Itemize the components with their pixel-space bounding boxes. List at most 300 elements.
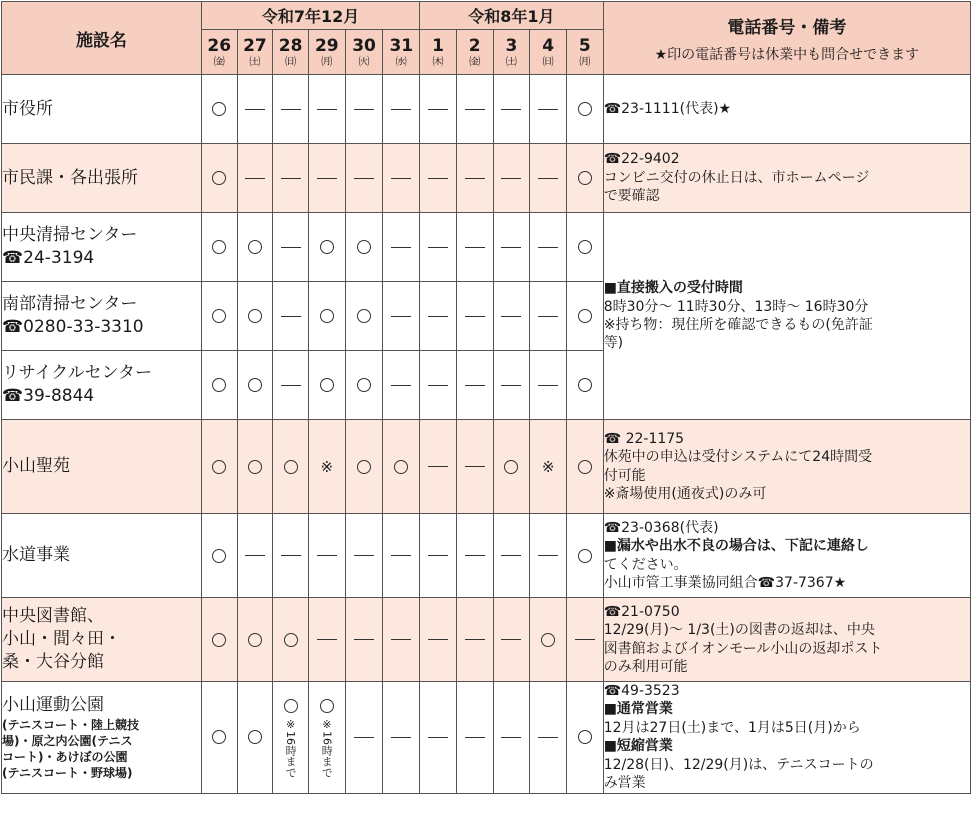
- status-cell: [383, 420, 420, 514]
- remarks-line: 12月は27日(土)まで、1月は5日(月)から: [603, 719, 861, 736]
- status-cell: [273, 144, 309, 213]
- open-mark: [578, 240, 592, 254]
- closed-mark: [465, 178, 485, 179]
- status-cell: [420, 420, 457, 514]
- facility-name-line: ☎39-8844: [2, 386, 95, 406]
- status-cell: [237, 282, 273, 351]
- closed-mark: [575, 639, 595, 640]
- status-cell: [456, 514, 493, 598]
- closed-mark: [391, 639, 411, 640]
- status-cell: [273, 682, 309, 794]
- facility-name-cell: [2, 420, 202, 514]
- status-cell: [456, 682, 493, 794]
- remarks-line: ※斎場使用(通夜式)のみ可: [603, 485, 767, 502]
- closed-mark: [501, 247, 521, 248]
- day-header-3: [493, 30, 530, 75]
- status-cell: [201, 144, 237, 213]
- day-header-4: [530, 30, 567, 75]
- day-header-29: [308, 30, 345, 75]
- hours-note: ※16時まで: [320, 718, 334, 779]
- closed-mark: [465, 316, 485, 317]
- shared-remarks-cell: [603, 213, 970, 420]
- status-cell: [308, 351, 345, 420]
- day-number: 27: [243, 35, 267, 56]
- closed-mark: [538, 555, 558, 556]
- status-cell: [273, 213, 309, 282]
- status-cell: [530, 420, 567, 514]
- status-cell: [383, 75, 420, 144]
- status-cell: [383, 682, 420, 794]
- closed-mark: [281, 316, 301, 317]
- status-cell: [201, 514, 237, 598]
- open-mark: [284, 699, 298, 713]
- closed-mark: [317, 178, 337, 179]
- closed-mark: [354, 555, 374, 556]
- open-mark: [248, 378, 262, 392]
- status-cell: [493, 598, 530, 682]
- status-cell: [530, 213, 567, 282]
- status-cell: [308, 144, 345, 213]
- status-cell: [308, 514, 345, 598]
- facility-name-cell: [2, 598, 202, 682]
- remarks-line: ☎ 22-1175: [603, 430, 685, 447]
- status-cell: [493, 282, 530, 351]
- open-mark: [248, 460, 262, 474]
- open-mark: [578, 549, 592, 563]
- closed-mark: [391, 178, 411, 179]
- status-cell: [566, 144, 603, 213]
- open-mark: [212, 309, 226, 323]
- closed-mark: [501, 316, 521, 317]
- closed-mark: [428, 639, 448, 640]
- status-cell: [273, 420, 309, 514]
- facility-name-line: 小山聖苑: [2, 456, 70, 477]
- day-number: 26: [207, 35, 232, 56]
- open-mark: [357, 309, 371, 323]
- closed-mark: [428, 178, 448, 179]
- closed-mark: [354, 639, 374, 640]
- remarks-line: ☎23-0368(代表): [603, 519, 719, 536]
- facility-name-line: リサイクルセンター: [2, 363, 152, 384]
- closed-mark: [501, 109, 521, 110]
- closed-mark: [354, 109, 374, 110]
- status-cell: [308, 682, 345, 794]
- table-row: [2, 598, 971, 682]
- open-mark: [212, 378, 226, 392]
- day-header-1: [420, 30, 457, 75]
- remarks-note: ★印の電話番号は休業中も問合せできます: [654, 46, 920, 63]
- day-of-week: ㈬: [395, 54, 407, 68]
- limited-mark: ※: [320, 457, 334, 476]
- facility-name-cell: [2, 213, 202, 282]
- open-mark: [320, 699, 334, 713]
- status-cell: [237, 598, 273, 682]
- status-cell: [345, 351, 383, 420]
- closed-mark: [538, 178, 558, 179]
- status-cell: [530, 351, 567, 420]
- status-cell: [237, 213, 273, 282]
- status-cell: [530, 282, 567, 351]
- day-number: 3: [505, 35, 518, 56]
- remarks-line: ■漏水や出水不良の場合は、下記に連絡し: [603, 538, 869, 555]
- closed-mark: [391, 555, 411, 556]
- status-cell: [345, 75, 383, 144]
- facility-name-line: 南部清掃センター: [2, 294, 138, 315]
- closed-mark: [428, 737, 448, 738]
- day-of-week: ㈰: [285, 54, 297, 68]
- status-cell: [273, 598, 309, 682]
- day-number: 28: [278, 35, 303, 56]
- closed-mark: [281, 109, 301, 110]
- status-cell: [530, 598, 567, 682]
- open-mark: [394, 460, 408, 474]
- closed-mark: [428, 385, 448, 386]
- facility-name-line: 中央図書館、: [2, 606, 104, 627]
- status-cell: [493, 75, 530, 144]
- table-row: [2, 682, 971, 794]
- closed-mark: [354, 737, 374, 738]
- facility-name-cell: [2, 282, 202, 351]
- remarks-cell: [603, 75, 970, 144]
- closed-mark: [428, 466, 448, 467]
- closed-mark: [465, 109, 485, 110]
- status-cell: [308, 598, 345, 682]
- status-cell: [345, 598, 383, 682]
- month-header-december: 令和7年12月: [201, 2, 419, 30]
- open-mark: [212, 633, 226, 647]
- remarks-line: み営業: [603, 775, 646, 792]
- open-mark: [320, 378, 334, 392]
- status-cell: [383, 351, 420, 420]
- remarks-cell: [603, 514, 970, 598]
- status-cell: [201, 420, 237, 514]
- open-mark: [578, 309, 592, 323]
- closed-mark: [354, 178, 374, 179]
- closed-mark: [501, 178, 521, 179]
- status-cell: [420, 75, 457, 144]
- status-cell: [456, 420, 493, 514]
- status-cell: [530, 75, 567, 144]
- day-number: 2: [468, 35, 481, 56]
- closed-mark: [428, 555, 448, 556]
- closed-mark: [465, 555, 485, 556]
- closed-mark: [501, 385, 521, 386]
- status-cell: [345, 514, 383, 598]
- remarks-cell: [603, 420, 970, 514]
- remarks-line: ■直接搬入の受付時間: [603, 280, 743, 297]
- status-cell: [308, 420, 345, 514]
- day-number: 29: [314, 35, 339, 56]
- status-cell: [420, 514, 457, 598]
- table-row: [2, 213, 971, 282]
- closed-mark: [428, 109, 448, 110]
- table-row: [2, 75, 971, 144]
- closed-mark: [501, 555, 521, 556]
- closed-mark: [391, 316, 411, 317]
- status-cell: [420, 213, 457, 282]
- month-header-january: 令和8年1月: [420, 2, 604, 30]
- day-of-week: ㈯: [505, 54, 517, 68]
- open-mark: [212, 730, 226, 744]
- status-cell: [201, 213, 237, 282]
- open-mark: [248, 240, 262, 254]
- open-mark: [212, 549, 226, 563]
- open-mark: [541, 633, 555, 647]
- status-cell: [493, 514, 530, 598]
- status-cell: [420, 598, 457, 682]
- facility-name-line: 中央清掃センター: [2, 225, 138, 246]
- open-mark: [248, 309, 262, 323]
- status-cell: [456, 144, 493, 213]
- status-cell: [237, 144, 273, 213]
- closed-mark: [538, 737, 558, 738]
- closed-mark: [465, 639, 485, 640]
- status-cell: [201, 351, 237, 420]
- status-cell: [493, 213, 530, 282]
- remarks-line: コンビニ交付の休止日は、市ホームページ: [603, 169, 870, 186]
- closed-mark: [428, 316, 448, 317]
- day-of-week: ㈰: [542, 54, 554, 68]
- header-row-months: [2, 2, 971, 30]
- facility-name-line: ☎0280-33-3310: [2, 317, 144, 337]
- closed-mark: [391, 247, 411, 248]
- remarks-line: 8時30分～ 11時30分、13時～ 16時30分: [603, 298, 869, 315]
- day-number: 4: [542, 35, 555, 56]
- remarks-line: 休苑中の申込は受付システムにて24時間受: [603, 449, 873, 466]
- schedule-body: [2, 75, 971, 794]
- status-cell: [201, 598, 237, 682]
- status-cell: [237, 351, 273, 420]
- holiday-schedule-table: [1, 1, 971, 794]
- closed-mark: [501, 737, 521, 738]
- closed-mark: [281, 555, 301, 556]
- facility-subname-line: (テニスコート・陸上競技: [2, 717, 140, 732]
- status-cell: [308, 213, 345, 282]
- facility-name-line: 桑・大谷分館: [2, 651, 104, 672]
- status-cell: [420, 351, 457, 420]
- remarks-line: 小山市管工事業協同組合☎37-7367★: [603, 574, 847, 591]
- status-cell: [201, 75, 237, 144]
- status-cell: [420, 682, 457, 794]
- status-cell: [566, 351, 603, 420]
- status-cell: [456, 351, 493, 420]
- remarks-line: で要確認: [603, 188, 660, 205]
- facility-name-cell: [2, 351, 202, 420]
- status-cell: [493, 144, 530, 213]
- facility-name-line: 小山・間々田・: [2, 629, 121, 650]
- status-cell: [308, 282, 345, 351]
- closed-mark: [465, 385, 485, 386]
- facility-subname-line: 場)・原之内公園(テニス: [2, 733, 133, 748]
- open-mark: [578, 378, 592, 392]
- facility-column-header: 施設名: [2, 2, 202, 75]
- day-number: 5: [578, 35, 591, 56]
- open-mark: [212, 240, 226, 254]
- status-cell: [530, 144, 567, 213]
- status-cell: [383, 598, 420, 682]
- open-mark: [320, 240, 334, 254]
- status-cell: [566, 598, 603, 682]
- status-cell: [237, 682, 273, 794]
- closed-mark: [281, 385, 301, 386]
- remarks-line: 付可能: [603, 467, 646, 484]
- closed-mark: [428, 247, 448, 248]
- closed-mark: [501, 639, 521, 640]
- status-cell: [383, 514, 420, 598]
- day-of-week: ㈫: [358, 54, 370, 68]
- day-header-5: [566, 30, 603, 75]
- open-mark: [357, 240, 371, 254]
- status-cell: [237, 75, 273, 144]
- remarks-line: ■短縮営業: [603, 738, 673, 755]
- status-cell: [345, 213, 383, 282]
- status-cell: [420, 282, 457, 351]
- status-cell: [201, 282, 237, 351]
- day-of-week: ㈭: [432, 54, 444, 68]
- day-header-28: [273, 30, 309, 75]
- status-cell: [530, 514, 567, 598]
- status-cell: [530, 682, 567, 794]
- closed-mark: [391, 109, 411, 110]
- remarks-line: ☎49-3523: [603, 683, 680, 699]
- remarks-line: てください。: [603, 556, 688, 573]
- open-mark: [578, 102, 592, 116]
- day-of-week: ㈮: [469, 54, 481, 68]
- closed-mark: [538, 316, 558, 317]
- closed-mark: [281, 247, 301, 248]
- remarks-line: 等): [603, 335, 624, 352]
- status-cell: [566, 213, 603, 282]
- status-cell: [345, 282, 383, 351]
- day-header-26: [201, 30, 237, 75]
- facility-name-line: ☎24-3194: [2, 248, 95, 268]
- facility-name-cell: [2, 75, 202, 144]
- status-cell: [308, 75, 345, 144]
- facility-name-cell: [2, 682, 202, 794]
- remarks-cell: [603, 598, 970, 682]
- open-mark: [320, 309, 334, 323]
- remarks-column-header: [603, 2, 970, 75]
- closed-mark: [465, 247, 485, 248]
- closed-mark: [317, 555, 337, 556]
- open-mark: [578, 460, 592, 474]
- status-cell: [456, 75, 493, 144]
- closed-mark: [538, 109, 558, 110]
- open-mark: [357, 460, 371, 474]
- open-mark: [248, 730, 262, 744]
- open-mark: [578, 730, 592, 744]
- day-header-27: [237, 30, 273, 75]
- remarks-line: 図書館およびイオンモール小山の返却ポスト: [603, 640, 883, 657]
- status-cell: [566, 75, 603, 144]
- status-cell: [456, 282, 493, 351]
- status-cell: [273, 282, 309, 351]
- status-cell: [566, 682, 603, 794]
- status-cell: [237, 514, 273, 598]
- open-mark: [357, 378, 371, 392]
- day-number: 31: [389, 35, 414, 56]
- status-cell: [345, 420, 383, 514]
- status-cell: [345, 682, 383, 794]
- status-cell: [273, 514, 309, 598]
- facility-name-line: 市民課・各出張所: [2, 167, 138, 188]
- closed-mark: [391, 385, 411, 386]
- open-mark: [284, 460, 298, 474]
- facility-name-line: 水道事業: [2, 545, 70, 566]
- facility-name-cell: [2, 144, 202, 213]
- closed-mark: [281, 178, 301, 179]
- day-of-week: ㈮: [213, 54, 225, 68]
- status-cell: [566, 282, 603, 351]
- closed-mark: [245, 178, 265, 179]
- status-cell: [383, 144, 420, 213]
- status-cell: [493, 682, 530, 794]
- status-cell: [237, 420, 273, 514]
- facility-name-line: 小山運動公園: [2, 694, 104, 715]
- open-mark: [212, 102, 226, 116]
- closed-mark: [538, 385, 558, 386]
- status-cell: [456, 598, 493, 682]
- day-number: 1: [432, 35, 444, 56]
- status-cell: [456, 213, 493, 282]
- closed-mark: [538, 247, 558, 248]
- table-row: [2, 514, 971, 598]
- open-mark: [248, 633, 262, 647]
- closed-mark: [317, 639, 337, 640]
- facility-name-cell: [2, 514, 202, 598]
- closed-mark: [245, 555, 265, 556]
- open-mark: [284, 633, 298, 647]
- status-cell: [566, 420, 603, 514]
- day-of-week: ㈪: [579, 54, 591, 68]
- status-cell: [493, 420, 530, 514]
- status-cell: [566, 514, 603, 598]
- status-cell: [383, 213, 420, 282]
- status-cell: [420, 144, 457, 213]
- open-mark: [212, 171, 226, 185]
- day-header-2: [456, 30, 493, 75]
- hours-note: ※16時まで: [284, 718, 298, 779]
- limited-mark: ※: [541, 457, 555, 476]
- open-mark: [212, 460, 226, 474]
- facility-name-line: 市役所: [2, 98, 53, 119]
- day-of-week: ㈪: [321, 54, 333, 68]
- closed-mark: [465, 737, 485, 738]
- remarks-line: 12/29(月)～ 1/3(土)の図書の返却は、中央: [603, 622, 875, 639]
- remarks-line: ※持ち物：現住所を確認できるもの(免許証: [603, 317, 873, 333]
- remarks-line: ☎22-9402: [603, 151, 680, 168]
- remarks-line: ■通常営業: [603, 701, 673, 718]
- closed-mark: [391, 737, 411, 738]
- closed-mark: [245, 109, 265, 110]
- open-mark: [504, 460, 518, 474]
- facility-subname-line: コート)・あけぼの公園: [2, 749, 128, 764]
- status-cell: [273, 75, 309, 144]
- remarks-line: ☎23-1111(代表)★: [603, 100, 732, 117]
- facility-subname-line: (テニスコート・野球場): [2, 766, 133, 781]
- remarks-line: 12/28(日)、12/29(月)は、テニスコートの: [603, 756, 874, 773]
- remarks-cell: [603, 144, 970, 213]
- status-cell: [493, 351, 530, 420]
- day-header-30: [345, 30, 383, 75]
- remarks-line: のみ利用可能: [603, 658, 688, 675]
- remarks-title: 電話番号・備考: [727, 17, 847, 38]
- table-row: [2, 420, 971, 514]
- remarks-line: ☎21-0750: [603, 603, 680, 620]
- status-cell: [201, 682, 237, 794]
- status-cell: [273, 351, 309, 420]
- day-of-week: ㈯: [249, 54, 261, 68]
